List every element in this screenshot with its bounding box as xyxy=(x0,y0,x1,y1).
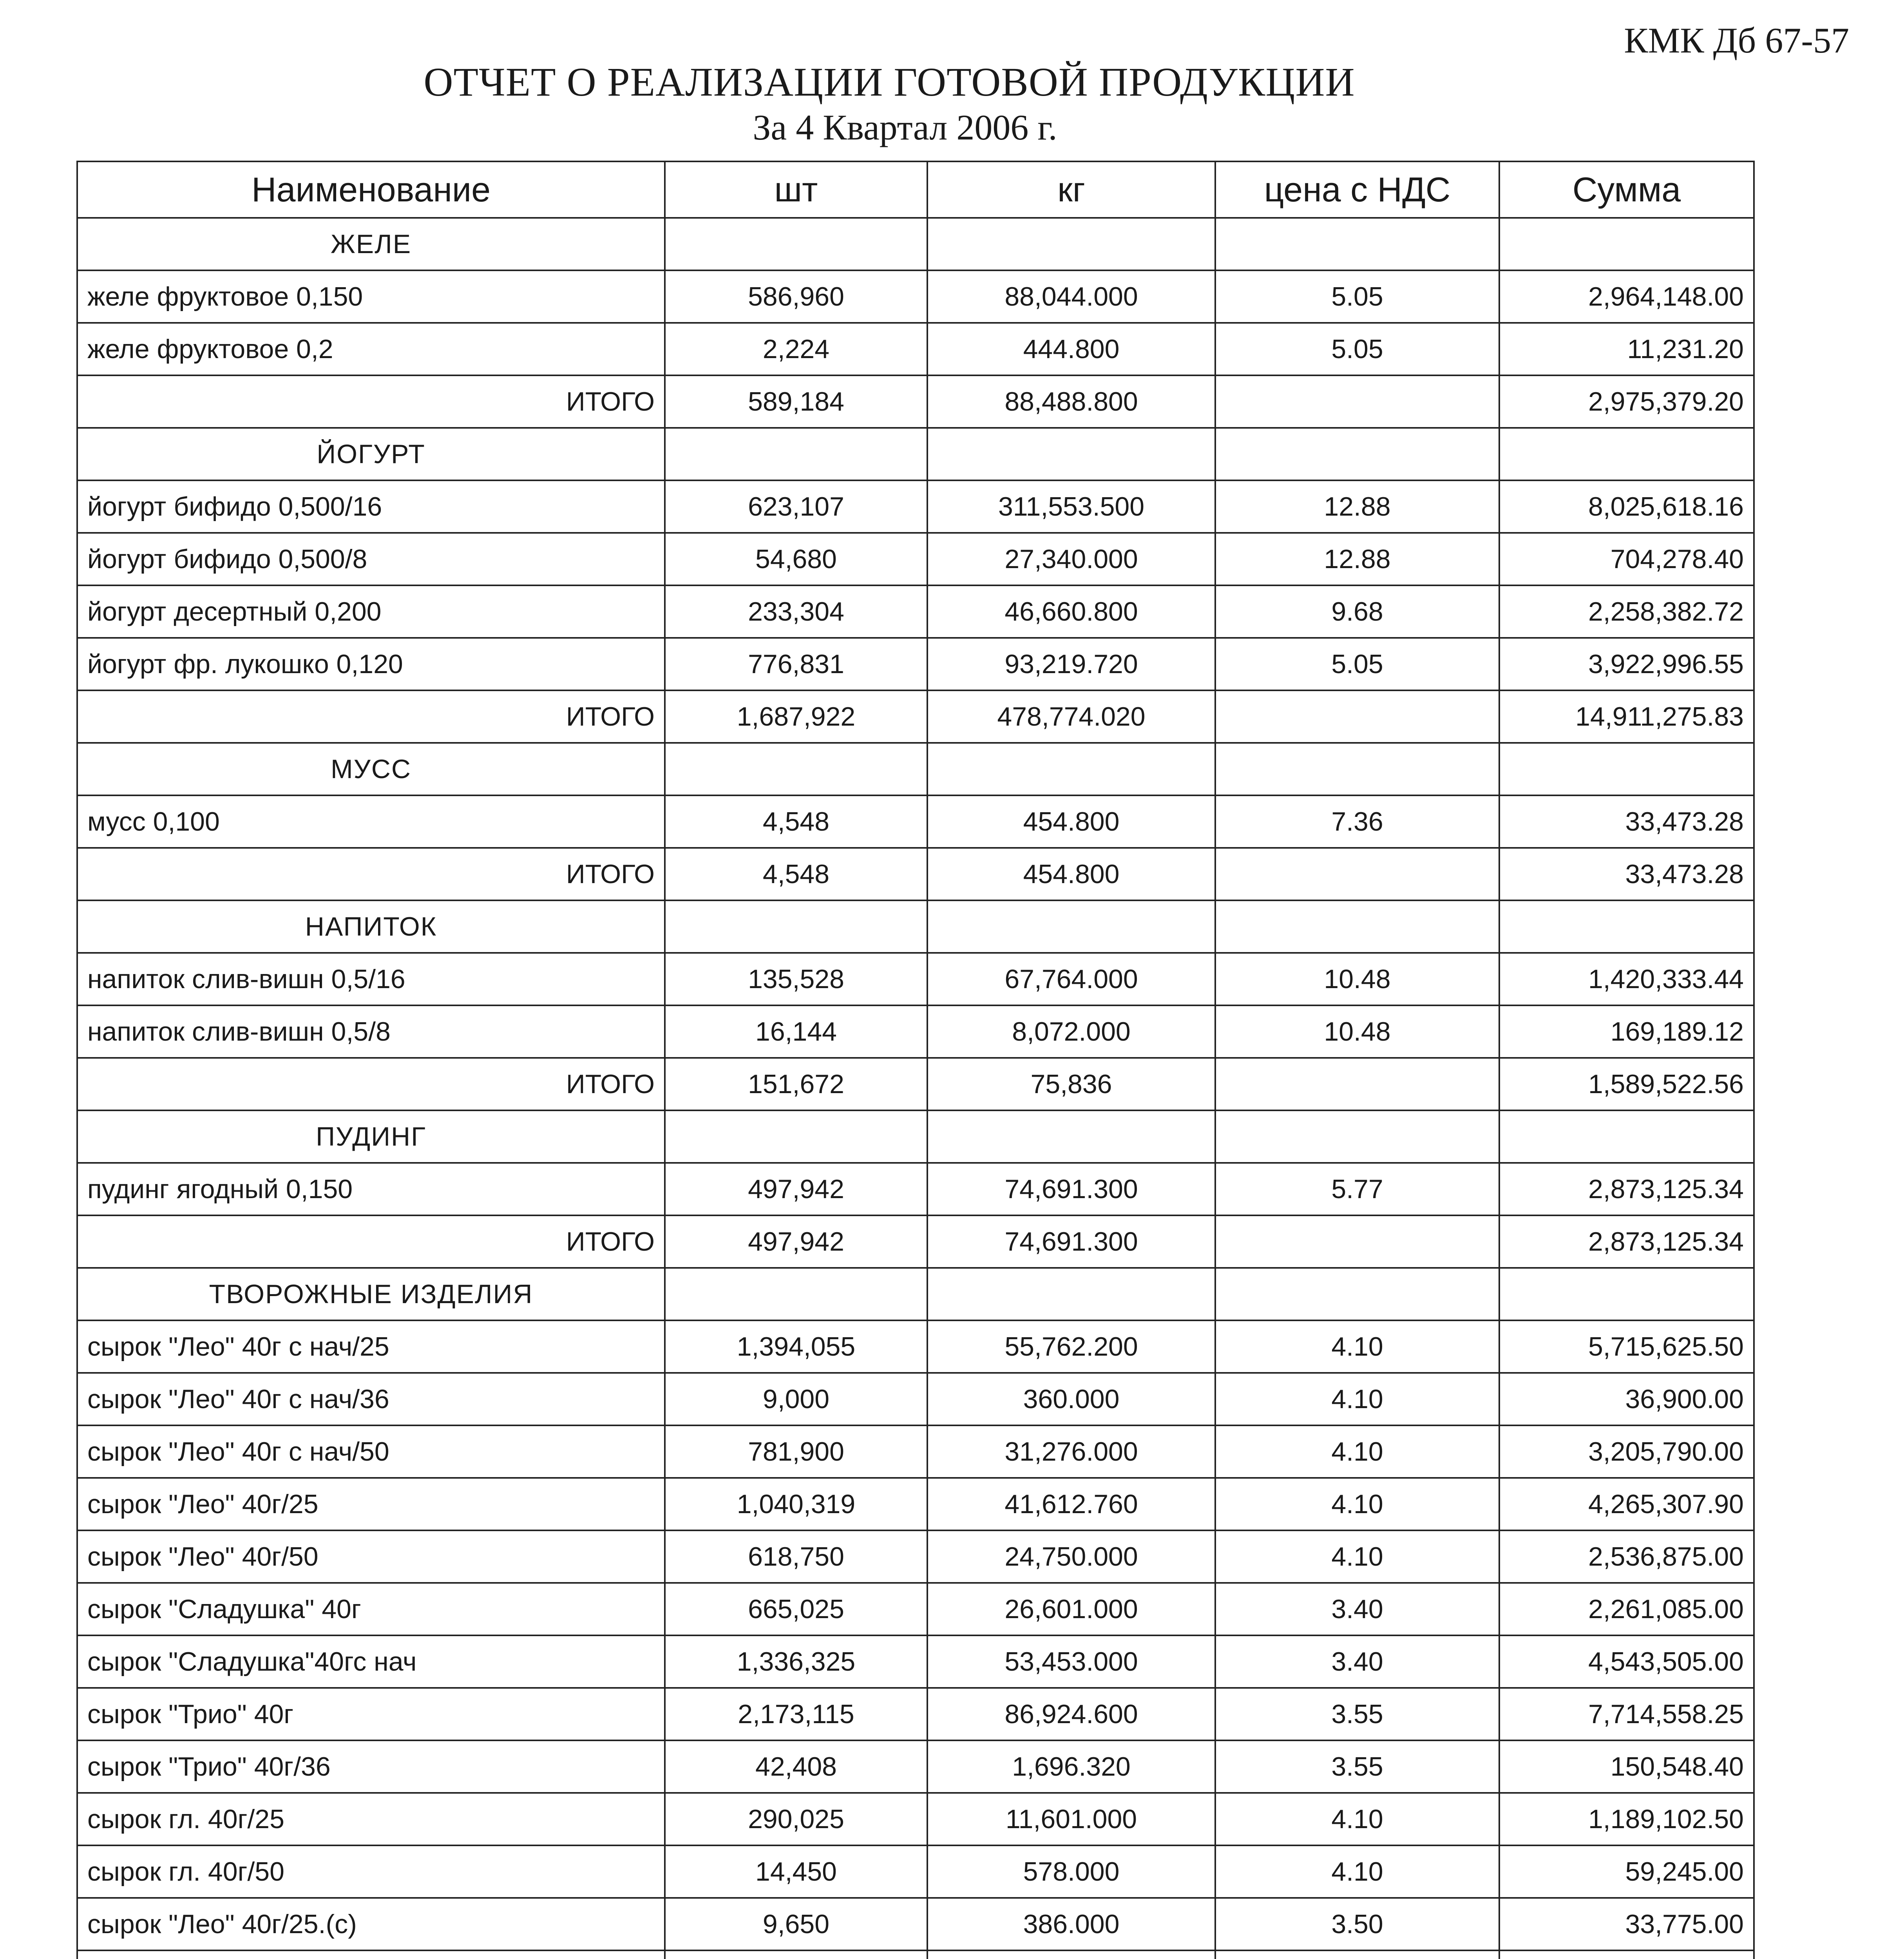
empty-cell xyxy=(1499,900,1754,953)
table-row xyxy=(77,480,1754,533)
table-row xyxy=(77,1688,1754,1740)
qty-cell: 1,040,319 xyxy=(665,1478,927,1530)
sum-cell: 59,245.00 xyxy=(1499,1845,1754,1898)
price-cell: 3.40 xyxy=(1215,1583,1499,1635)
kg-cell: 386.000 xyxy=(927,1898,1215,1950)
sum-cell: 150,548.40 xyxy=(1499,1740,1754,1793)
empty-cell xyxy=(1215,1215,1499,1268)
sum-cell: 2,873,125.34 xyxy=(1499,1163,1754,1215)
total-label: ИТОГО xyxy=(77,690,665,743)
price-cell: 4.10 xyxy=(1215,1478,1499,1530)
table-row xyxy=(77,1478,1754,1530)
sum-cell: 4,265,307.90 xyxy=(1499,1478,1754,1530)
price-cell: 4.10 xyxy=(1215,1793,1499,1845)
empty-cell xyxy=(665,1268,927,1320)
empty-cell xyxy=(927,743,1215,795)
qty-cell: 1,394,055 xyxy=(665,1320,927,1373)
qty-cell: 14,450 xyxy=(665,1845,927,1898)
empty-cell xyxy=(665,428,927,480)
table-row xyxy=(77,953,1754,1005)
kg-cell: 55,762.200 xyxy=(927,1320,1215,1373)
sum-cell: 11,231.20 xyxy=(1499,323,1754,375)
empty-cell xyxy=(665,900,927,953)
table-row xyxy=(77,1740,1754,1793)
section-total-row xyxy=(77,1058,1754,1110)
price-cell: 7.36 xyxy=(1215,795,1499,848)
table-row xyxy=(77,533,1754,585)
qty-cell xyxy=(665,1950,927,1959)
product-name-cell xyxy=(77,1950,665,1959)
total-sum-cell: 2,873,125.34 xyxy=(1499,1215,1754,1268)
kg-cell: 360.000 xyxy=(927,1373,1215,1425)
total-label: ИТОГО xyxy=(77,1058,665,1110)
empty-cell xyxy=(1215,1110,1499,1163)
section-header-row xyxy=(77,743,1754,795)
kg-cell: 27,340.000 xyxy=(927,533,1215,585)
total-kg-cell: 478,774.020 xyxy=(927,690,1215,743)
kg-cell: 31,276.000 xyxy=(927,1425,1215,1478)
qty-cell: 42,408 xyxy=(665,1740,927,1793)
price-cell: 4.10 xyxy=(1215,1320,1499,1373)
total-qty-cell: 151,672 xyxy=(665,1058,927,1110)
section-name: МУСС xyxy=(77,743,665,795)
product-name-cell: сырок гл. 40г/25 xyxy=(77,1793,665,1845)
empty-cell xyxy=(927,1268,1215,1320)
empty-cell xyxy=(665,218,927,270)
report-body xyxy=(77,218,1754,1959)
empty-cell xyxy=(1499,1110,1754,1163)
section-header-row xyxy=(77,218,1754,270)
qty-cell: 586,960 xyxy=(665,270,927,323)
section-total-row xyxy=(77,375,1754,428)
price-cell: 4.10 xyxy=(1215,1425,1499,1478)
product-name-cell: сырок "Лео" 40г с нач/25 xyxy=(77,1320,665,1373)
header-row xyxy=(77,161,1754,218)
column-header-price: цена с НДС xyxy=(1215,161,1499,218)
sum-cell: 8,025,618.16 xyxy=(1499,480,1754,533)
product-name-cell: мусс 0,100 xyxy=(77,795,665,848)
empty-cell xyxy=(927,1110,1215,1163)
empty-cell xyxy=(1215,1058,1499,1110)
sum-cell: 2,258,382.72 xyxy=(1499,585,1754,638)
sum-cell: 169,189.12 xyxy=(1499,1005,1754,1058)
table-row xyxy=(77,1530,1754,1583)
table-row xyxy=(77,638,1754,690)
qty-cell: 2,173,115 xyxy=(665,1688,927,1740)
sum-cell: 7,714,558.25 xyxy=(1499,1688,1754,1740)
kg-cell: 578.000 xyxy=(927,1845,1215,1898)
sum-cell: 704,278.40 xyxy=(1499,533,1754,585)
table-row xyxy=(77,1005,1754,1058)
document-title: ОТЧЕТ О РЕАЛИЗАЦИИ ГОТОВОЙ ПРОДУКЦИИ xyxy=(424,60,1355,105)
empty-cell xyxy=(1215,900,1499,953)
total-kg-cell: 74,691.300 xyxy=(927,1215,1215,1268)
price-cell: 3.40 xyxy=(1215,1635,1499,1688)
sum-cell: 5,715,625.50 xyxy=(1499,1320,1754,1373)
total-kg-cell: 454.800 xyxy=(927,848,1215,900)
empty-cell xyxy=(1215,743,1499,795)
sum-cell: 4,543,505.00 xyxy=(1499,1635,1754,1688)
sum-cell: 2,536,875.00 xyxy=(1499,1530,1754,1583)
table-row xyxy=(77,1845,1754,1898)
price-cell: 12.88 xyxy=(1215,533,1499,585)
empty-cell xyxy=(1215,218,1499,270)
price-cell: 10.48 xyxy=(1215,953,1499,1005)
product-name-cell: сырок "Лео" 40г/25 xyxy=(77,1478,665,1530)
price-cell: 5.77 xyxy=(1215,1163,1499,1215)
table-row xyxy=(77,1320,1754,1373)
table-row xyxy=(77,270,1754,323)
section-name: ЙОГУРТ xyxy=(77,428,665,480)
table-row xyxy=(77,1583,1754,1635)
qty-cell: 623,107 xyxy=(665,480,927,533)
product-name-cell: йогурт бифидо 0,500/8 xyxy=(77,533,665,585)
total-sum-cell: 1,589,522.56 xyxy=(1499,1058,1754,1110)
qty-cell: 233,304 xyxy=(665,585,927,638)
kg-cell: 26,601.000 xyxy=(927,1583,1215,1635)
section-total-row xyxy=(77,1215,1754,1268)
sum-cell: 2,261,085.00 xyxy=(1499,1583,1754,1635)
empty-cell xyxy=(1499,218,1754,270)
empty-cell xyxy=(1499,428,1754,480)
sum-cell: 2,964,148.00 xyxy=(1499,270,1754,323)
price-cell: 3.50 xyxy=(1215,1898,1499,1950)
product-name-cell: сырок "Лео" 40г/50 xyxy=(77,1530,665,1583)
product-name-cell: сырок "Лео" 40г с нач/50 xyxy=(77,1425,665,1478)
sum-cell: 36,900.00 xyxy=(1499,1373,1754,1425)
product-name-cell: сырок "Сладушка"40гс нач xyxy=(77,1635,665,1688)
sum-cell: 33,775.00 xyxy=(1499,1898,1754,1950)
section-total-row xyxy=(77,848,1754,900)
empty-cell xyxy=(927,900,1215,953)
product-name-cell: напиток слив-вишн 0,5/16 xyxy=(77,953,665,1005)
qty-cell: 135,528 xyxy=(665,953,927,1005)
column-header-sum: Сумма xyxy=(1499,161,1754,218)
product-name-cell: сырок "Сладушка" 40г xyxy=(77,1583,665,1635)
qty-cell: 4,548 xyxy=(665,795,927,848)
price-cell: 5.05 xyxy=(1215,323,1499,375)
total-kg-cell: 75,836 xyxy=(927,1058,1215,1110)
kg-cell: 1,696.320 xyxy=(927,1740,1215,1793)
total-kg-cell: 88,488.800 xyxy=(927,375,1215,428)
sales-report-table xyxy=(76,161,1755,1959)
product-name-cell: йогурт фр. лукошко 0,120 xyxy=(77,638,665,690)
price-cell: 12.88 xyxy=(1215,480,1499,533)
sum-cell: 33,473.28 xyxy=(1499,795,1754,848)
empty-cell xyxy=(927,428,1215,480)
empty-cell xyxy=(1215,848,1499,900)
sum-cell: 1,189,102.50 xyxy=(1499,1793,1754,1845)
section-header-row xyxy=(77,428,1754,480)
qty-cell: 2,224 xyxy=(665,323,927,375)
table-row xyxy=(77,1635,1754,1688)
price-cell: 4.10 xyxy=(1215,1845,1499,1898)
qty-cell: 16,144 xyxy=(665,1005,927,1058)
price-cell: 3.55 xyxy=(1215,1740,1499,1793)
qty-cell: 497,942 xyxy=(665,1163,927,1215)
qty-cell: 9,650 xyxy=(665,1898,927,1950)
kg-cell: 93,219.720 xyxy=(927,638,1215,690)
price-cell: 5.05 xyxy=(1215,638,1499,690)
total-sum-cell: 2,975,379.20 xyxy=(1499,375,1754,428)
product-name-cell: напиток слив-вишн 0,5/8 xyxy=(77,1005,665,1058)
empty-cell xyxy=(1215,428,1499,480)
total-label: ИТОГО xyxy=(77,375,665,428)
total-qty-cell: 4,548 xyxy=(665,848,927,900)
sum-cell: 3,922,996.55 xyxy=(1499,638,1754,690)
table-row xyxy=(77,795,1754,848)
product-name-cell: йогурт бифидо 0,500/16 xyxy=(77,480,665,533)
section-header-row xyxy=(77,1110,1754,1163)
table-row xyxy=(77,585,1754,638)
table-row xyxy=(77,1373,1754,1425)
price-cell: 5.05 xyxy=(1215,270,1499,323)
kg-cell: 74,691.300 xyxy=(927,1163,1215,1215)
kg-cell: 24,750.000 xyxy=(927,1530,1215,1583)
price-cell: 3.55 xyxy=(1215,1688,1499,1740)
product-name-cell: сырок гл. 40г/50 xyxy=(77,1845,665,1898)
section-name: ТВОРОЖНЫЕ ИЗДЕЛИЯ xyxy=(77,1268,665,1320)
section-header-row xyxy=(77,900,1754,953)
kg-cell: 11,601.000 xyxy=(927,1793,1215,1845)
sum-cell: 1,420,333.44 xyxy=(1499,953,1754,1005)
kg-cell: 444.800 xyxy=(927,323,1215,375)
table-row xyxy=(77,1898,1754,1950)
kg-cell: 88,044.000 xyxy=(927,270,1215,323)
kg-cell: 311,553.500 xyxy=(927,480,1215,533)
kg-cell: 67,764.000 xyxy=(927,953,1215,1005)
qty-cell: 781,900 xyxy=(665,1425,927,1478)
total-sum-cell: 14,911,275.83 xyxy=(1499,690,1754,743)
section-name: ПУДИНГ xyxy=(77,1110,665,1163)
product-name-cell: сырок "Лео" 40г/25.(с) xyxy=(77,1898,665,1950)
product-name-cell: пудинг ягодный 0,150 xyxy=(77,1163,665,1215)
total-qty-cell: 1,687,922 xyxy=(665,690,927,743)
empty-cell xyxy=(665,743,927,795)
product-name-cell: йогурт десертный 0,200 xyxy=(77,585,665,638)
qty-cell: 54,680 xyxy=(665,533,927,585)
qty-cell: 618,750 xyxy=(665,1530,927,1583)
price-cell: 9.68 xyxy=(1215,585,1499,638)
total-sum-cell: 33,473.28 xyxy=(1499,848,1754,900)
empty-cell xyxy=(1215,1268,1499,1320)
empty-cell xyxy=(1499,1268,1754,1320)
product-name-cell: желе фруктовое 0,2 xyxy=(77,323,665,375)
table-row xyxy=(77,1425,1754,1478)
product-name-cell: сырок "Трио" 40г xyxy=(77,1688,665,1740)
total-qty-cell: 497,942 xyxy=(665,1215,927,1268)
column-header-qty: шт xyxy=(665,161,927,218)
qty-cell: 1,336,325 xyxy=(665,1635,927,1688)
qty-cell: 9,000 xyxy=(665,1373,927,1425)
qty-cell: 290,025 xyxy=(665,1793,927,1845)
column-header-name: Наименование xyxy=(77,161,665,218)
total-label: ИТОГО xyxy=(77,848,665,900)
price-cell: 10.48 xyxy=(1215,1005,1499,1058)
product-name-cell: желе фруктовое 0,150 xyxy=(77,270,665,323)
table-row xyxy=(77,1163,1754,1215)
kg-cell: 86,924.600 xyxy=(927,1688,1215,1740)
table-row xyxy=(77,323,1754,375)
report-period: За 4 Квартал 2006 г. xyxy=(753,107,1057,147)
kg-cell xyxy=(927,1950,1215,1959)
empty-cell xyxy=(1215,690,1499,743)
empty-cell xyxy=(1499,743,1754,795)
empty-cell xyxy=(927,218,1215,270)
sum-cell xyxy=(1499,1950,1754,1959)
section-header-row xyxy=(77,1268,1754,1320)
table-row xyxy=(77,1793,1754,1845)
price-cell: 4.10 xyxy=(1215,1373,1499,1425)
section-total-row xyxy=(77,690,1754,743)
qty-cell: 776,831 xyxy=(665,638,927,690)
empty-cell xyxy=(1215,375,1499,428)
kg-cell: 454.800 xyxy=(927,795,1215,848)
price-cell xyxy=(1215,1950,1499,1959)
kg-cell: 46,660.800 xyxy=(927,585,1215,638)
column-header-kg: кг xyxy=(927,161,1215,218)
document-code: КМК Дб 67-57 xyxy=(1624,20,1849,60)
empty-cell xyxy=(665,1110,927,1163)
section-name: ЖЕЛЕ xyxy=(77,218,665,270)
total-label: ИТОГО xyxy=(77,1215,665,1268)
kg-cell: 53,453.000 xyxy=(927,1635,1215,1688)
qty-cell: 665,025 xyxy=(665,1583,927,1635)
section-name: НАПИТОК xyxy=(77,900,665,953)
kg-cell: 41,612.760 xyxy=(927,1478,1215,1530)
kg-cell: 8,072.000 xyxy=(927,1005,1215,1058)
product-name-cell: сырок "Лео" 40г с нач/36 xyxy=(77,1373,665,1425)
table-row xyxy=(77,1950,1754,1959)
product-name-cell: сырок "Трио" 40г/36 xyxy=(77,1740,665,1793)
total-qty-cell: 589,184 xyxy=(665,375,927,428)
price-cell: 4.10 xyxy=(1215,1530,1499,1583)
sum-cell: 3,205,790.00 xyxy=(1499,1425,1754,1478)
